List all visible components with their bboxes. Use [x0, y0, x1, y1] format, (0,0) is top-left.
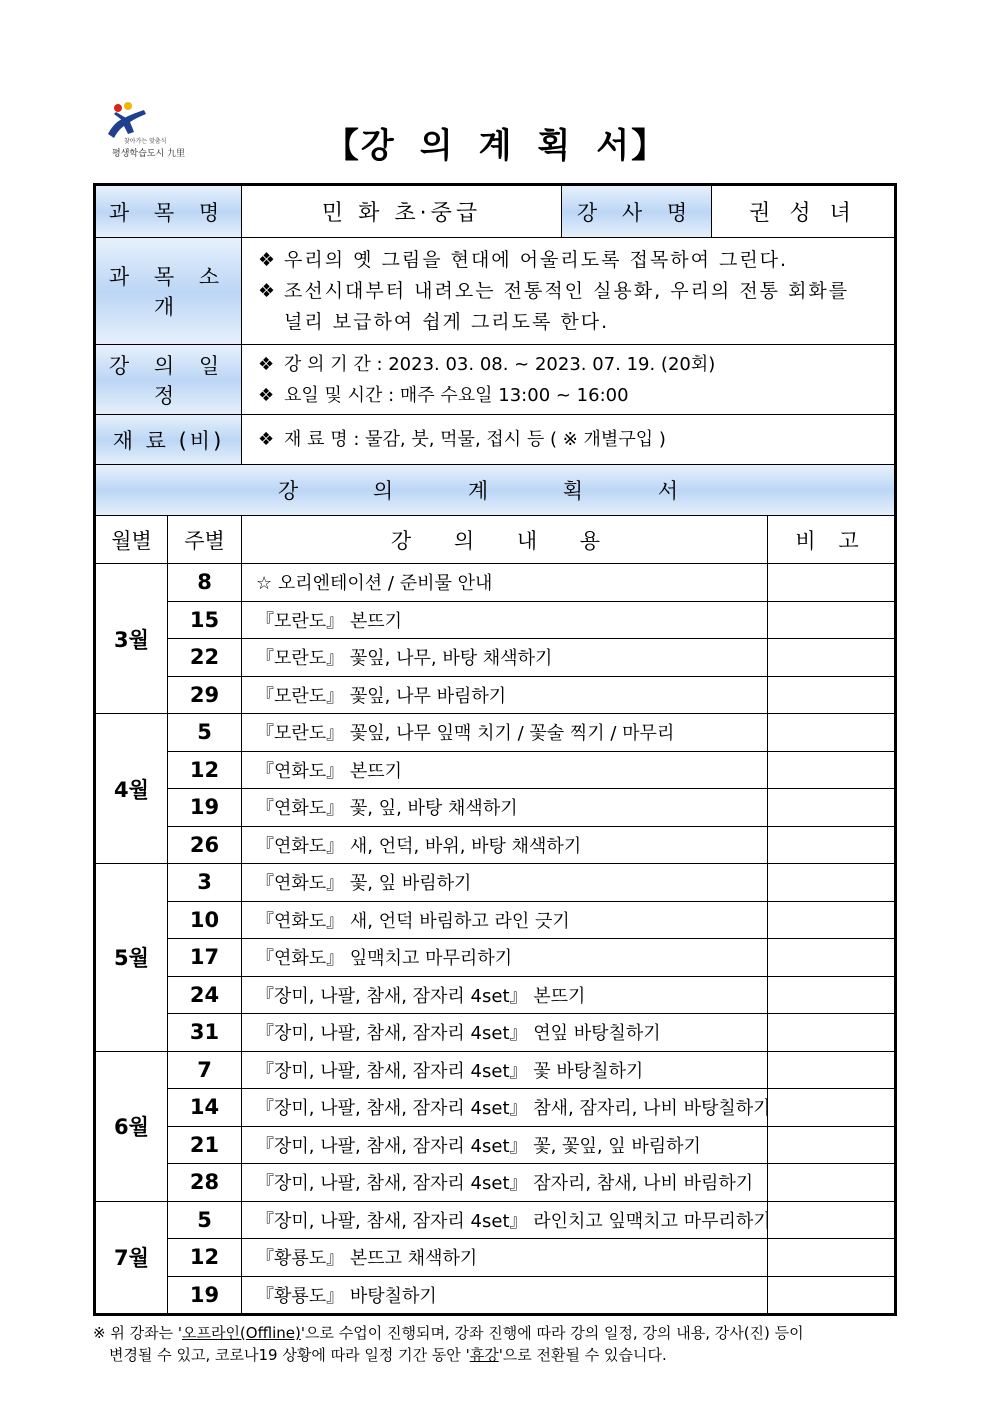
table-row: [96, 901, 895, 939]
table-row: [96, 789, 895, 827]
note-cell: [768, 714, 895, 752]
table-row: [96, 1276, 895, 1314]
month-cell: 5월: [96, 864, 168, 1052]
table-row: [96, 639, 895, 677]
note-cell: [768, 1164, 895, 1202]
lecture-content-cell: 『장미, 나팔, 참새, 잠자리 4set』 잠자리, 참새, 나비 바림하기: [242, 1164, 768, 1202]
week-cell: 10: [168, 901, 242, 939]
lecture-content-cell: 『장미, 나팔, 참새, 잠자리 4set』 연잎 바탕칠하기: [242, 1014, 768, 1052]
table-row: [96, 976, 895, 1014]
note-cell: [768, 601, 895, 639]
lecture-content-cell: 『황룡도』 본뜨고 채색하기: [242, 1239, 768, 1277]
week-cell: 29: [168, 676, 242, 714]
week-cell: 19: [168, 1276, 242, 1314]
table-row: [96, 1126, 895, 1164]
note-cell: [768, 939, 895, 977]
table-row: [96, 1051, 895, 1089]
note-cell: [768, 826, 895, 864]
lecture-content-cell: 『장미, 나팔, 참새, 잠자리 4set』 라인치고 잎맥치고 마무리하기: [242, 1201, 768, 1239]
note-cell: [768, 1276, 895, 1314]
intro-text: ❖ 우리의 옛 그림을 현대에 어울리도록 접목하여 그린다. ❖ 조선시대부터 내려오는 전통적인 실용화, 우리의 전통 회화를 널리 보급하여 쉽게 그리도록 한다.: [242, 238, 895, 345]
week-cell: 26: [168, 826, 242, 864]
week-cell: 15: [168, 601, 242, 639]
table-row: [96, 826, 895, 864]
lecture-plan-table: [95, 185, 895, 1314]
lecture-content-cell: 『연화도』 본뜨기: [242, 751, 768, 789]
bullet-icon: ❖: [258, 248, 278, 271]
subject-value: 민 화 초·중급: [242, 186, 562, 238]
page-title: 【강 의 계 획 서】: [324, 126, 668, 166]
week-cell: 5: [168, 1201, 242, 1239]
note-cell: [768, 864, 895, 902]
material-label: 재 료 (비): [96, 415, 242, 465]
note-cell: [768, 1126, 895, 1164]
lecture-content-cell: 『장미, 나팔, 참새, 잠자리 4set』 꽃 바탕칠하기: [242, 1051, 768, 1089]
lecture-content-cell: 『모란도』 꽃잎, 나무 바림하기: [242, 676, 768, 714]
table-row: [96, 714, 895, 752]
month-cell: 3월: [96, 564, 168, 714]
bullet-icon: ❖: [258, 384, 275, 406]
lecture-content-cell: 『연화도』 꽃, 잎 바림하기: [242, 864, 768, 902]
note-cell: [768, 789, 895, 827]
table-row: [96, 1239, 895, 1277]
table-row: [96, 864, 895, 902]
note-cell: [768, 1089, 895, 1127]
week-cell: 17: [168, 939, 242, 977]
lecture-content-cell: ☆ 오리엔테이션 / 준비물 안내: [242, 564, 768, 602]
lecture-content-cell: 『모란도』 본뜨기: [242, 601, 768, 639]
week-cell: 7: [168, 1051, 242, 1089]
material-text: ❖ 재 료 명 : 물감, 붓, 먹물, 접시 등 ( ※ 개별구입 ): [242, 415, 895, 465]
bullet-icon: ❖: [258, 353, 275, 375]
lecture-content-cell: 『연화도』 꽃, 잎, 바탕 채색하기: [242, 789, 768, 827]
table-row: [96, 601, 895, 639]
lecture-content-cell: 『장미, 나팔, 참새, 잠자리 4set』 본뜨기: [242, 976, 768, 1014]
note-cell: [768, 564, 895, 602]
col-note-header: 비 고: [768, 516, 895, 564]
col-month-header: 월별: [96, 516, 168, 564]
week-cell: 22: [168, 639, 242, 677]
lecture-content-cell: 『황룡도』 바탕칠하기: [242, 1276, 768, 1314]
month-cell: 4월: [96, 714, 168, 864]
note-cell: [768, 639, 895, 677]
col-content-header: 강 의 내 용: [242, 516, 768, 564]
lecture-content-cell: 『모란도』 꽃잎, 나무, 바탕 채색하기: [242, 639, 768, 677]
note-cell: [768, 1239, 895, 1277]
week-cell: 21: [168, 1126, 242, 1164]
plan-rows: [96, 564, 895, 1314]
week-cell: 12: [168, 1239, 242, 1277]
lecture-content-cell: 『연화도』 잎맥치고 마무리하기: [242, 939, 768, 977]
schedule-label: 강 의 일 정: [96, 345, 242, 415]
instructor-label: 강 사 명: [562, 186, 712, 238]
week-cell: 14: [168, 1089, 242, 1127]
note-cell: [768, 676, 895, 714]
lecture-content-cell: 『연화도』 새, 언덕 바림하고 라인 긋기: [242, 901, 768, 939]
week-cell: 19: [168, 789, 242, 827]
week-cell: 8: [168, 564, 242, 602]
table-row: [96, 939, 895, 977]
table-row: [96, 564, 895, 602]
note-cell: [768, 1014, 895, 1052]
lecture-content-cell: 『장미, 나팔, 참새, 잠자리 4set』 꽃, 꽃잎, 잎 바림하기: [242, 1126, 768, 1164]
note-cell: [768, 751, 895, 789]
schedule-text: ❖ 강 의 기 간 : 2023. 03. 08. ~ 2023. 07. 19. (20회) ❖ 요일 및 시간 : 매주 수요일 13:00 ~ 16:00: [242, 345, 895, 415]
table-row: [96, 1089, 895, 1127]
bullet-icon: ❖: [258, 279, 278, 302]
table-row: [96, 676, 895, 714]
bullet-icon: ❖: [258, 429, 275, 450]
footnote: ※ 위 강좌는 '오프라인(Offline)'으로 수업이 진행되며, 강좌 진행에 따라 강의 일정, 강의 내용, 강사(진) 등이 변경될 수 있고, 코로나19 상황에 따라 일정 기간 동안 '휴강'으로 전환될 수 있습니다.: [93, 1324, 804, 1364]
table-row: [96, 1164, 895, 1202]
note-cell: [768, 1201, 895, 1239]
table-row: [96, 1201, 895, 1239]
note-cell: [768, 1051, 895, 1089]
col-week-header: 주별: [168, 516, 242, 564]
month-cell: 6월: [96, 1051, 168, 1201]
subject-label: 과 목 명: [96, 186, 242, 238]
plan-section-title: 강 의 계 획 서: [96, 465, 895, 516]
week-cell: 12: [168, 751, 242, 789]
table-row: [96, 1014, 895, 1052]
month-cell: 7월: [96, 1201, 168, 1314]
week-cell: 31: [168, 1014, 242, 1052]
note-cell: [768, 976, 895, 1014]
logo-city-name: 평생학습도시 九里: [112, 149, 186, 159]
lecture-content-cell: 『연화도』 새, 언덕, 바위, 바탕 채색하기: [242, 826, 768, 864]
table-row: [96, 751, 895, 789]
lecture-content-cell: 『모란도』 꽃잎, 나무 잎맥 치기 / 꽃술 찍기 / 마무리: [242, 714, 768, 752]
week-cell: 28: [168, 1164, 242, 1202]
week-cell: 5: [168, 714, 242, 752]
intro-label: 과 목 소 개: [96, 238, 242, 345]
week-cell: 24: [168, 976, 242, 1014]
week-cell: 3: [168, 864, 242, 902]
logo-tagline: 찾아가는 맞춤식: [124, 138, 167, 145]
lecture-content-cell: 『장미, 나팔, 참새, 잠자리 4set』 참새, 잠자리, 나비 바탕칠하기: [242, 1089, 768, 1127]
note-cell: [768, 901, 895, 939]
instructor-value: 권 성 녀: [712, 186, 895, 238]
